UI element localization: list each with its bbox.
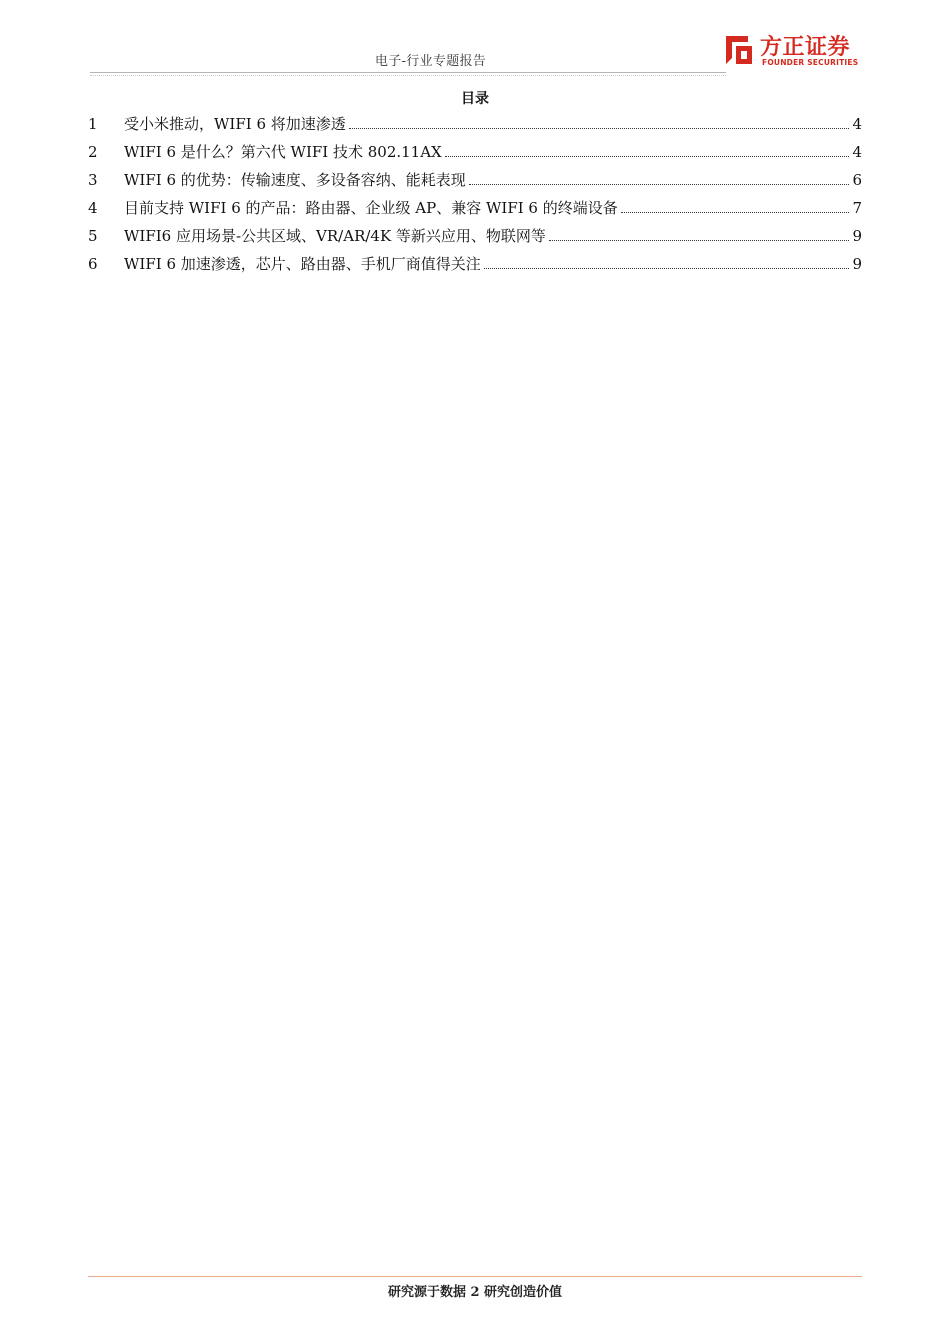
- toc-entry-title[interactable]: 目前支持 WIFI 6 的产品：路由器、企业级 AP、兼容 WIFI 6 的终端设备: [124, 199, 618, 217]
- toc-entry[interactable]: [88, 113, 862, 141]
- footer-divider: [88, 1276, 862, 1277]
- toc-entry-title[interactable]: 受小米推动，WIFI 6 将加速渗透: [124, 115, 346, 133]
- toc-entry-page-number: 9: [852, 227, 862, 245]
- toc-dot-leader: [445, 156, 849, 157]
- toc-entry-title[interactable]: WIFI 6 的优势：传输速度、多设备容纳、能耗表现: [124, 171, 466, 189]
- toc-entry-number: 1: [88, 115, 98, 133]
- toc-entry[interactable]: [88, 225, 862, 253]
- toc-entry-number: 2: [88, 143, 98, 161]
- page-header: [0, 0, 950, 80]
- toc-entry-page-number: 4: [852, 143, 862, 161]
- report-category-title: 电子-行业专题报告: [375, 54, 487, 69]
- toc-dot-leader: [349, 128, 849, 129]
- toc-entry[interactable]: [88, 169, 862, 197]
- toc-dot-leader: [549, 240, 849, 241]
- founder-securities-logo: [722, 30, 864, 70]
- table-of-contents: [88, 113, 862, 281]
- toc-entry-number: 5: [88, 227, 98, 245]
- toc-dot-leader: [469, 184, 849, 185]
- toc-dot-leader: [621, 212, 849, 213]
- toc-heading: 目录: [461, 91, 489, 107]
- toc-entry-number: 6: [88, 255, 98, 273]
- logo-english-name: FOUNDER SECURITIES: [762, 58, 859, 67]
- toc-entry[interactable]: [88, 141, 862, 169]
- founder-logo-icon: [722, 30, 756, 66]
- logo-chinese-name: 方正证券: [760, 35, 851, 60]
- toc-entry-title[interactable]: WIFI 6 加速渗透，芯片、路由器、手机厂商值得关注: [124, 255, 481, 273]
- toc-entry-number: 3: [88, 171, 98, 189]
- toc-entry[interactable]: [88, 197, 862, 225]
- toc-dot-leader: [484, 268, 849, 269]
- toc-entry-page-number: 6: [852, 171, 862, 189]
- header-divider-dotted: [90, 75, 726, 76]
- toc-entry-number: 4: [88, 199, 98, 217]
- toc-entry-page-number: 7: [852, 199, 862, 217]
- header-divider: [90, 72, 726, 73]
- toc-entry-page-number: 4: [852, 115, 862, 133]
- toc-entry-title[interactable]: WIFI 6 是什么？第六代 WIFI 技术 802.11AX: [124, 143, 442, 161]
- toc-entry-title[interactable]: WIFI6 应用场景-公共区域、VR/AR/4K 等新兴应用、物联网等: [124, 227, 546, 245]
- page-footer: 研究源于数据 2 研究创造价值: [387, 1285, 563, 1300]
- toc-entry[interactable]: [88, 253, 862, 281]
- toc-entry-page-number: 9: [852, 255, 862, 273]
